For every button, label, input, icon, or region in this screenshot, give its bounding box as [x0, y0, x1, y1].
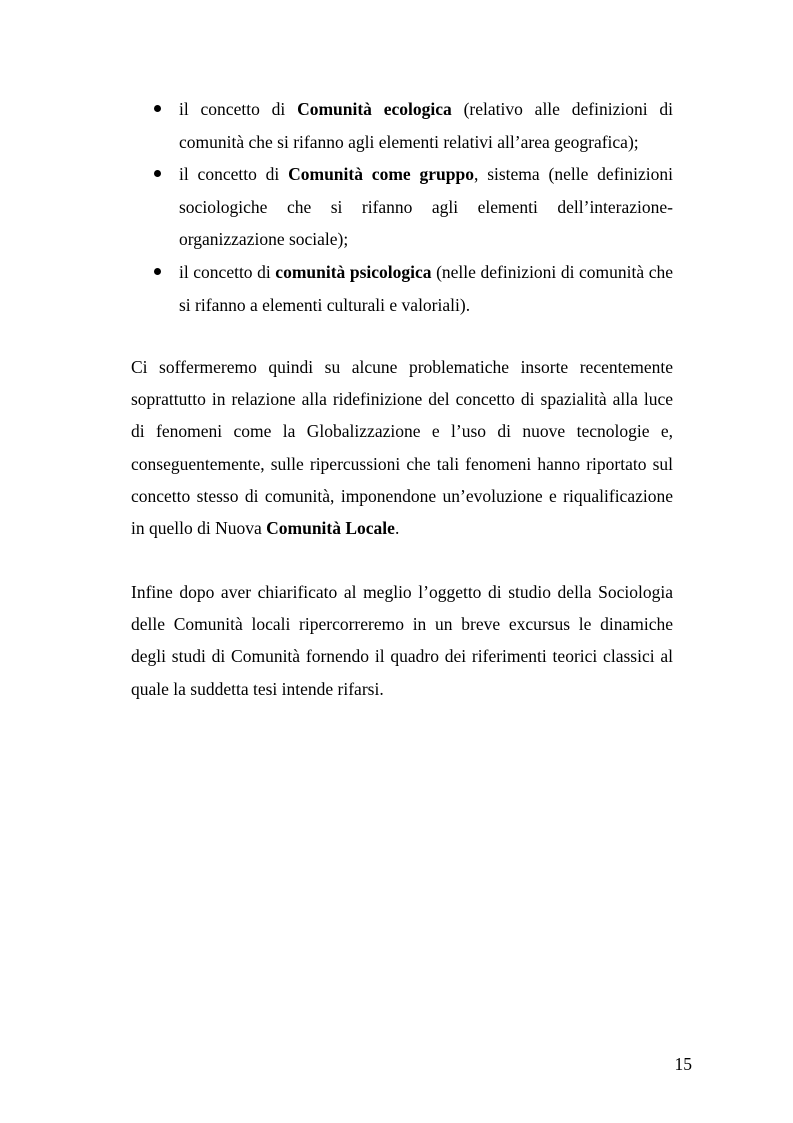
paragraph-excursus [131, 576, 673, 705]
paragraph-text: Infine dopo aver chiarificato al meglio l’oggetto di studio della Sociologia delle Comunità locali ripercorreremo in un breve excursus le dinamiche degli studi di Comunità fornendo il quadro dei riferimenti teorici classici al quale la suddetta tesi intende rifarsi. [131, 582, 673, 699]
bullet-item-gruppo [152, 158, 673, 256]
bullet-text-after: , sistema (nelle definizioni sociologiche che si rifanno agli elementi dell’interazione-organizzazione sociale); [179, 164, 673, 250]
paragraph-text-after: . [394, 518, 400, 539]
bullet-list [152, 93, 673, 321]
bullet-text-after: (relativo alle definizioni di comunità che si rifanno agli elementi relativi all’area geografica); [179, 99, 673, 152]
bullet-item-ecologica [152, 93, 673, 158]
paragraph-bold-term: Comunità Locale [266, 518, 395, 539]
bullet-text-before: il concetto di [179, 99, 298, 119]
bullet-point-icon [154, 170, 161, 177]
bullet-text-before: il concetto di [179, 261, 276, 282]
page-number: 15 [674, 1054, 692, 1074]
bullet-point-icon [154, 268, 161, 275]
paragraph-ridefinizione [131, 351, 673, 544]
bullet-point-icon [154, 105, 161, 112]
paragraph-text-before: Ci soffermeremo quindi su alcune problematiche insorte recentemente soprattutto in relazione alla ridefinizione del concetto di spazialità alla luce di fenomeni come la Globalizzazione e l’uso di nuove tecnologie e, conseguentemente, sulle ripercussioni che tali fenomeni hanno riportato sul concetto stesso di comunità, imponendone un’evoluzione e riqualificazione in quello di Nuova [131, 357, 673, 539]
bullet-bold-term: Comunità ecologica [297, 99, 452, 119]
bullet-text-before: il concetto di [179, 164, 289, 185]
bullet-text-after: (nelle definizioni di comunità che si rifanno a elementi culturali e valoriali). [179, 261, 673, 315]
bullet-bold-term: Comunità come gruppo [288, 164, 474, 185]
bullet-bold-term: comunità psicologica [275, 261, 432, 282]
bullet-item-psicologica [152, 256, 673, 321]
